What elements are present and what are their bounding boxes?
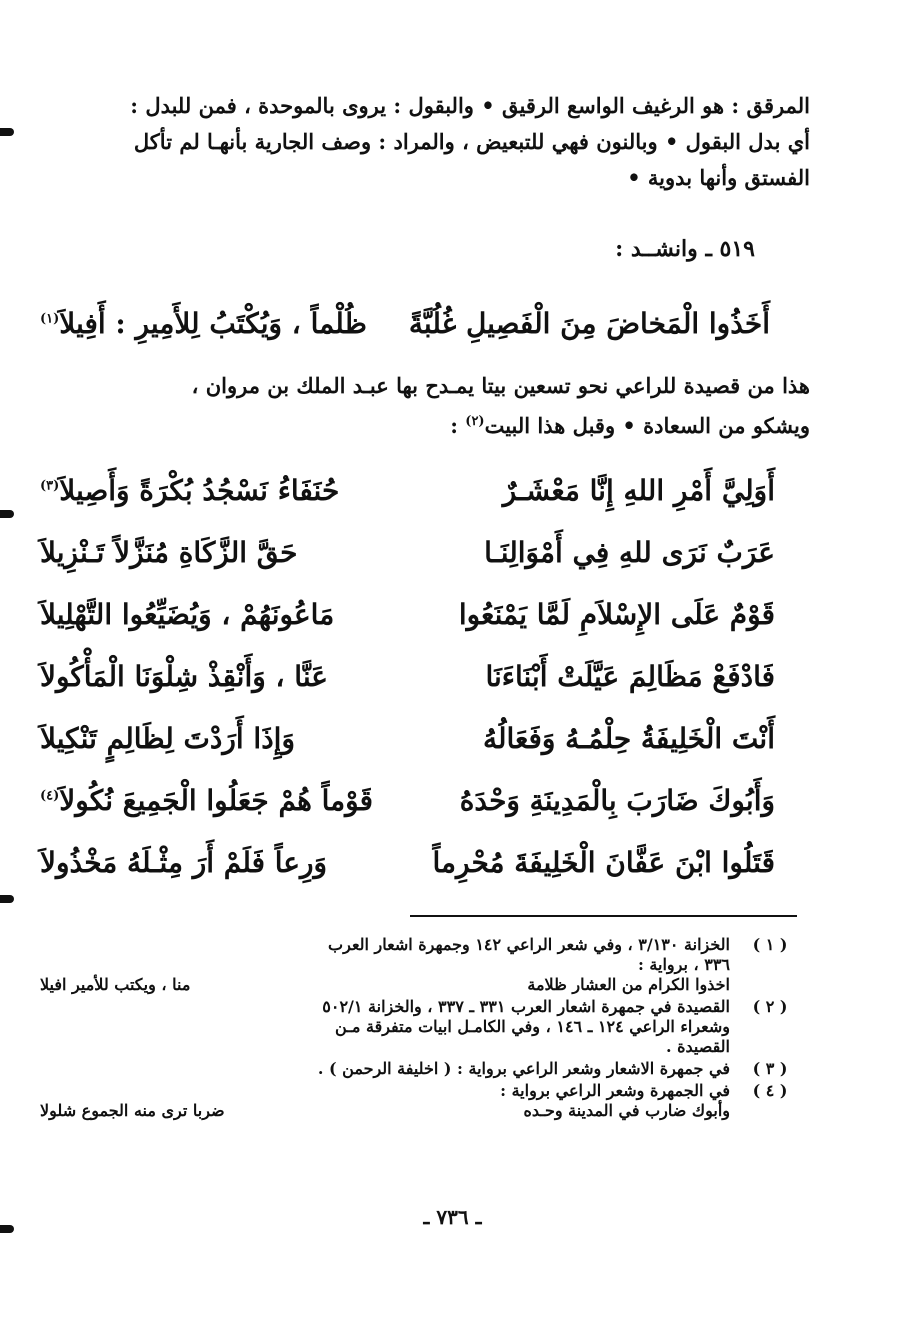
footnote-line: ٣٣٦ ، برواية : bbox=[637, 955, 730, 974]
footnote-body bbox=[40, 997, 730, 1057]
verse-second-text: قَوْماً هُمْ جَعَلُوا الْجَمِيعَ نُكُولاَ bbox=[59, 783, 374, 817]
intro-paragraph bbox=[40, 88, 810, 196]
page-number: ـ ٧٣٦ ـ bbox=[423, 1205, 482, 1229]
scan-edge-mark bbox=[0, 510, 14, 518]
footnote-verse-first: اخذوا الكرام من العشار ظلامة bbox=[527, 975, 730, 994]
verse-second-text: حُنَفَاءُ نَسْجُدُ بُكْرَةً وَأَصِيلاَ bbox=[59, 473, 340, 507]
verse-second-text: وَرِعاً فَلَمْ أَرَ مِثْـلَهُ مَخْذُولاَ bbox=[40, 845, 328, 879]
footnote-verse-second: ضربا ترى منه الجموع شلولا bbox=[40, 1101, 225, 1120]
footnote bbox=[40, 1059, 810, 1079]
verse-row bbox=[40, 837, 775, 887]
verse-first-hemistich: فَادْفَعْ مَظَالِمَ عَيَّلَتْ أَبْنَاءَنَا bbox=[485, 659, 775, 693]
verse-second-hemistich bbox=[40, 784, 373, 817]
footnote-body bbox=[40, 935, 730, 995]
footnotes bbox=[40, 935, 810, 1123]
verse-second-text: وَإِذَا أَرَدْتَ لِظَالِمٍ تَنْكِيلاَ bbox=[40, 721, 295, 755]
commentary-line: هذا من قصيدة للراعي نحو تسعين بيتا يمـدح بها عبـد الملك بن مروان ، bbox=[191, 373, 810, 398]
verse-first-hemistich: عَرَبٌ نَرَى للهِ فِي أَمْوَالِنَـا bbox=[484, 535, 775, 569]
intro-line: أي بدل البقول • وبالنون فهي للتبعيض ، والمراد : وصف الجارية بأنهـا لم تأكل bbox=[133, 129, 810, 154]
entry-heading: ٥١٩ ـ وانشــد : bbox=[615, 236, 755, 262]
footnote-body bbox=[40, 1059, 730, 1079]
main-verse-first-hemistich: أَخَذُوا الْمَخاضَ مِنَ الْفَصِيلِ غُلُبَّةً bbox=[408, 306, 770, 340]
scan-edge-mark bbox=[0, 895, 14, 903]
footnote-number: ( ٣ ) bbox=[752, 1059, 788, 1078]
verse-first-hemistich: أَوَلِيَّ أَمْرِ اللهِ إِنَّا مَعْشَـرٌ bbox=[502, 473, 775, 507]
verse-row bbox=[40, 775, 775, 825]
footnote-ref: (٢) bbox=[465, 414, 485, 429]
footnote-verse bbox=[40, 975, 730, 995]
intro-line: المرقق : هو الرغيف الواسع الرقيق • والبقول : يروى بالموحدة ، فمن للبدل : bbox=[130, 93, 810, 118]
verse-first-hemistich: قَوْمٌ عَلَى الإِسْلاَمِ لَمَّا يَمْنَعُوا bbox=[458, 597, 775, 631]
footnote-number: ( ١ ) bbox=[752, 935, 788, 954]
footnote-verse bbox=[40, 1101, 730, 1121]
footnote-line: وشعراء الراعي ١٢٤ ـ ١٤٦ ، وفي الكامـل ابيات متفرقة مـن bbox=[334, 1017, 730, 1036]
main-verse bbox=[40, 298, 770, 348]
footnote-line: القصيدة في جمهرة اشعار العرب ٣٣١ ـ ٣٣٧ ، والخزانة ٥٠٢/١ bbox=[322, 997, 730, 1016]
intro-line: الفستق وأنها بدوية • bbox=[627, 165, 810, 190]
verse-second-hemistich bbox=[40, 474, 339, 507]
verse-row bbox=[40, 651, 775, 701]
main-verse-second-text: ظُلْماً ، وَيُكْتَبُ لِلأَمِيرِ : أَفِيلاَ bbox=[59, 306, 367, 340]
main-verse-second-hemistich bbox=[40, 307, 367, 340]
commentary-paragraph bbox=[40, 368, 810, 444]
footnote-ref: (٣) bbox=[40, 478, 60, 494]
footnote-ref: (١) bbox=[40, 311, 60, 327]
verse-second-hemistich bbox=[40, 846, 327, 879]
footnote bbox=[40, 997, 810, 1057]
commentary-line bbox=[40, 404, 810, 444]
footnote-number: ( ٢ ) bbox=[752, 997, 788, 1016]
verse-first-hemistich: قَتَلُوا ابْنَ عَفَّانَ الْخَلِيفَةَ مُحْرِماً bbox=[432, 845, 775, 879]
verse-second-hemistich bbox=[40, 536, 297, 569]
footnote-line: في جمهرة الاشعار وشعر الراعي برواية : ( اخليفة الرحمن ) . bbox=[317, 1059, 730, 1078]
footnote-body bbox=[40, 1081, 730, 1121]
footnote-line: في الجمهرة وشعر الراعي برواية : bbox=[500, 1081, 730, 1100]
commentary-text: ويشكو من السعادة • وقبل هذا البيت bbox=[484, 413, 810, 438]
footnote-verse-first: وأبوك ضارب في المدينة وحـده bbox=[523, 1101, 730, 1120]
verse-second-hemistich bbox=[40, 722, 295, 755]
verse-row bbox=[40, 527, 775, 577]
footnote-line: القصيدة . bbox=[665, 1037, 730, 1056]
footnote-ref: (٤) bbox=[40, 788, 60, 804]
footnote-divider bbox=[410, 915, 797, 917]
verse-first-hemistich: وَأَبُوكَ ضَارَبَ بِالْمَدِينَةِ وَحْدَهُ bbox=[459, 783, 775, 817]
verse-second-text: حَقَّ الزَّكَاةِ مُنَزَّلاً تَـنْزِيلاَ bbox=[40, 535, 298, 569]
footnote-number: ( ٤ ) bbox=[752, 1081, 788, 1100]
verse-row bbox=[40, 465, 775, 515]
footnote-line: الخزانة ٣/١٣٠ ، وفي شعر الراعي ١٤٢ وجمهرة اشعار العرب bbox=[328, 935, 730, 954]
verse-second-hemistich bbox=[40, 660, 328, 693]
verse-first-hemistich: أَنْتَ الْخَلِيفَةُ حِلْمُـهُ وَفَعَالُهُ bbox=[482, 721, 775, 755]
verse-row bbox=[40, 713, 775, 763]
footnote-verse-second: منا ، ويكتب للأمير افيلا bbox=[40, 975, 191, 994]
scan-edge-mark bbox=[0, 128, 14, 136]
verse-row bbox=[40, 589, 775, 639]
verse-second-hemistich bbox=[40, 598, 334, 631]
footnote bbox=[40, 1081, 810, 1121]
footnote bbox=[40, 935, 810, 995]
verse-second-text: مَاعُونَهُمْ ، وَيُضَيِّعُوا التَّهْلِيلاَ bbox=[40, 597, 335, 631]
commentary-colon: : bbox=[450, 413, 466, 438]
verse-second-text: عَنَّا ، وَأَنْقِذْ شِلْوَنَا الْمَأْكُولاَ bbox=[40, 659, 328, 693]
